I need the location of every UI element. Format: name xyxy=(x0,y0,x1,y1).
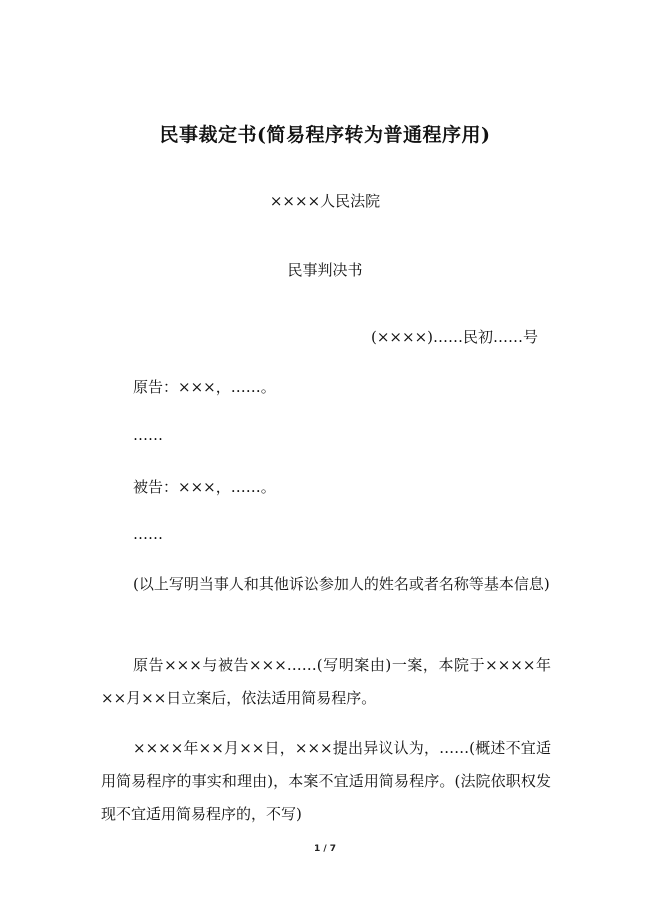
page-indicator: 1 / 7 xyxy=(313,844,337,854)
document-title: 民事裁定书(简易程序转为普通程序用) xyxy=(159,124,491,146)
court-name: ××××人民法院 xyxy=(269,192,381,210)
case-number: (××××)……民初……号 xyxy=(371,328,538,346)
plaintiff-line: 原告：×××，……。 xyxy=(133,378,276,396)
paragraph-text: ××××年××月××日，×××提出异议认为，……(概述不宜适用简易程序的事实和理由)，本案不宜适用简易程序。(法院依职权发现不宜适用简易程序的，不写) xyxy=(101,739,551,823)
party-info-note xyxy=(101,568,551,601)
objection-paragraph xyxy=(101,732,551,831)
paragraph-text: 原告×××与被告×××……(写明案由)一案，本院于××××年××月××日立案后，依法适用简易程序。 xyxy=(101,656,551,707)
paragraph-text: (以上写明当事人和其他诉讼参加人的姓名或者名称等基本信息) xyxy=(133,575,550,593)
document-type: 民事判决书 xyxy=(287,261,363,279)
case-filing-paragraph xyxy=(101,649,551,715)
defendant-ellipsis: …… xyxy=(133,525,163,543)
plaintiff-ellipsis: …… xyxy=(133,426,163,444)
defendant-line: 被告：×××，……。 xyxy=(133,478,276,496)
